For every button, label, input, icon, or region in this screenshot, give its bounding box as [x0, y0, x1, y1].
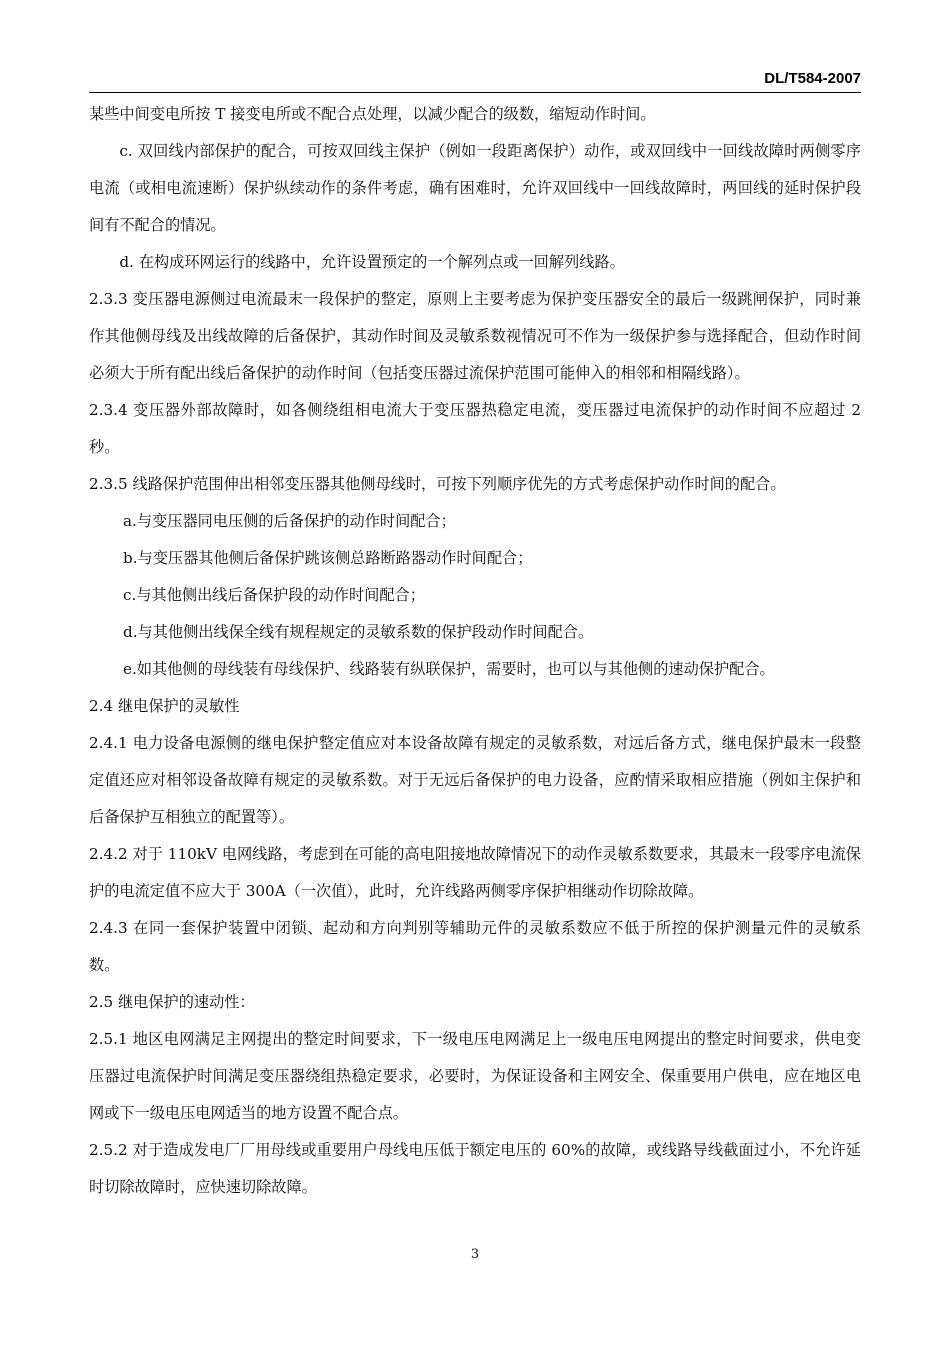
- paragraph: d. 在构成环网运行的线路中，允许设置预定的一个解列点或一回解列线路。: [119, 253, 625, 271]
- paragraph: d.与其他侧出线保全线有规程规定的灵敏系数的保护段动作时间配合。: [123, 623, 594, 641]
- document-body: [89, 96, 861, 1206]
- paragraph: 2.3.5 线路保护范围伸出相邻变压器其他侧母线时，可按下列顺序优先的方式考虑保护动作时间的配合。: [89, 475, 786, 493]
- paragraph: b.与变压器其他侧后备保护跳该侧总路断路器动作时间配合；: [123, 549, 533, 567]
- paragraph: 2.4.1 电力设备电源侧的继电保护整定值应对本设备故障有规定的灵敏系数，对远后备方式，继电保护最末一段整定值还应对相邻设备故障有规定的灵敏系数。对于无远后备保护的电力设备，应酌情采取相应措施（例如主保护和后备保护互相独立的配置等）。: [89, 734, 861, 826]
- paragraph: 2.4 继电保护的灵敏性: [89, 697, 240, 715]
- paragraph: 2.3.3 变压器电源侧过电流最末一段保护的整定，原则上主要考虑为保护变压器安全的最后一级跳闸保护，同时兼作其他侧母线及出线故障的后备保护，其动作时间及灵敏系数视情况可不作为一级保护参与选择配合，但动作时间必须大于所有配出线后备保护的动作时间（包括变压器过流保护范围可能伸入的相邻和相隔线路）。: [89, 290, 861, 382]
- paragraph: a.与变压器同电压侧的后备保护的动作时间配合；: [123, 512, 456, 530]
- paragraph: c.与其他侧出线后备保护段的动作时间配合；: [123, 586, 425, 604]
- paragraph: 2.4.3 在同一套保护装置中闭锁、起动和方向判别等辅助元件的灵敏系数应不低于所控的保护测量元件的灵敏系数。: [89, 919, 861, 974]
- paragraph: 某些中间变电所按 T 接变电所或不配合点处理，以减少配合的级数，缩短动作时间。: [89, 105, 656, 123]
- paragraph: 2.3.4 变压器外部故障时，如各侧绕组相电流大于变压器热稳定电流，变压器过电流保护的动作时间不应超过 2 秒。: [89, 401, 861, 456]
- paragraph: e.如其他侧的母线装有母线保护、线路装有纵联保护，需要时，也可以与其他侧的速动保护配合。: [123, 660, 775, 678]
- header-rule: [89, 92, 861, 93]
- paragraph: c. 双回线内部保护的配合，可按双回线主保护（例如一段距离保护）动作，或双回线中一回线故障时两侧零序电流（或相电流速断）保护纵续动作的条件考虑，确有困难时，允许双回线中一回线故障时，两回线的延时保护段间有不配合的情况。: [89, 142, 861, 234]
- paragraph: 2.5.1 地区电网满足主网提出的整定时间要求，下一级电压电网满足上一级电压电网提出的整定时间要求，供电变压器过电流保护时间满足变压器绕组热稳定要求，必要时，为保证设备和主网安全、保重要用户供电，应在地区电网或下一级电压电网适当的地方设置不配合点。: [89, 1030, 861, 1122]
- paragraph: 2.5.2 对于造成发电厂厂用母线或重要用户母线电压低于额定电压的 60%的故障，或线路导线截面过小，不允许延时切除故障时，应快速切除故障。: [89, 1141, 861, 1196]
- paragraph: 2.5 继电保护的速动性：: [89, 993, 255, 1011]
- document-code-header: DL/T584-2007: [764, 70, 861, 87]
- paragraph: 2.4.2 对于 110kV 电网线路，考虑到在可能的高电阻接地故障情况下的动作灵敏系数要求，其最末一段零序电流保护的电流定值不应大于 300A（一次值），此时，允许线路两侧零序保护相继动作切除故障。: [89, 845, 861, 900]
- page-number: 3: [470, 1247, 480, 1262]
